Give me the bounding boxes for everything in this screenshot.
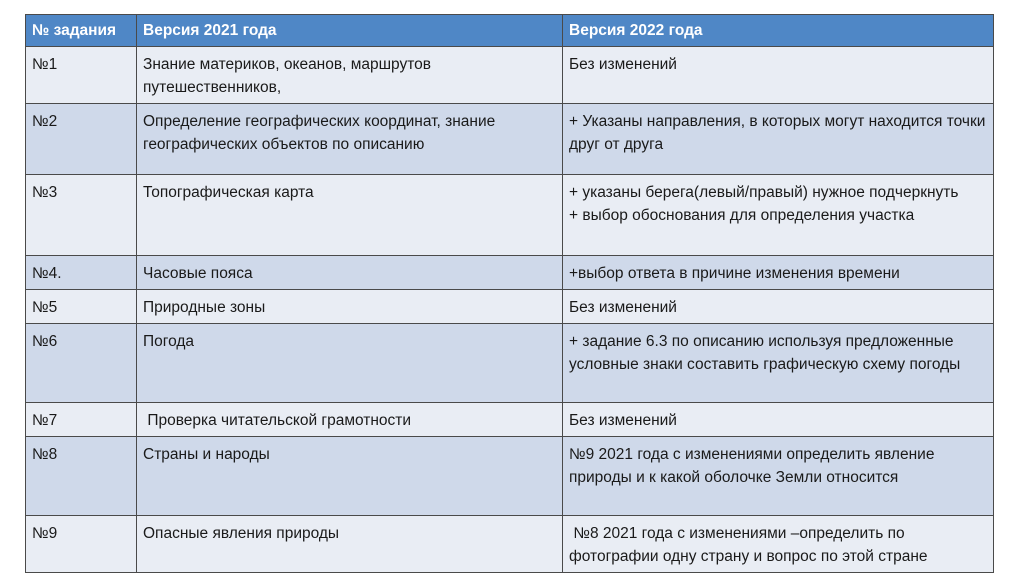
version-2021-cell: Топографическая карта	[137, 175, 563, 256]
table-row	[26, 256, 994, 290]
table-row	[26, 403, 994, 437]
version-2021-cell: Погода	[137, 324, 563, 403]
task-number-cell: №9	[26, 516, 137, 573]
table-row	[26, 516, 994, 573]
header-task-number: № задания	[26, 15, 137, 47]
task-number-cell: №2	[26, 104, 137, 175]
task-number-cell: №1	[26, 47, 137, 104]
table-row	[26, 290, 994, 324]
version-2021-cell: Страны и народы	[137, 437, 563, 516]
version-2022-cell: + Указаны направления, в которых могут находится точки друг от друга	[563, 104, 994, 175]
version-2021-cell: Определение географических координат, знание географических объектов по описанию	[137, 104, 563, 175]
table-row	[26, 437, 994, 516]
table-row	[26, 104, 994, 175]
table-row	[26, 324, 994, 403]
header-version-2022: Версия 2022 года	[563, 15, 994, 47]
header-version-2021: Версия 2021 года	[137, 15, 563, 47]
task-number-cell: №4.	[26, 256, 137, 290]
version-2022-cell: Без изменений	[563, 47, 994, 104]
version-2022-cell: №8 2021 года с изменениями –определить по фотографии одну страну и вопрос по этой стране	[563, 516, 994, 573]
task-number-cell: №6	[26, 324, 137, 403]
version-2022-cell: Без изменений	[563, 290, 994, 324]
version-2022-cell: +выбор ответа в причине изменения времени	[563, 256, 994, 290]
version-2021-cell: Опасные явления природы	[137, 516, 563, 573]
task-number-cell: №3	[26, 175, 137, 256]
version-2022-cell: Без изменений	[563, 403, 994, 437]
table-header-row	[26, 15, 994, 47]
version-2022-cell: + задание 6.3 по описанию используя предложенные условные знаки составить графическую схему погоды	[563, 324, 994, 403]
task-number-cell: №7	[26, 403, 137, 437]
table-row	[26, 175, 994, 256]
version-2022-cell: + указаны берега(левый/правый) нужное подчеркнуть + выбор обоснования для определения участка	[563, 175, 994, 256]
task-number-cell: №5	[26, 290, 137, 324]
version-2021-cell: Природные зоны	[137, 290, 563, 324]
table-row	[26, 47, 994, 104]
version-2022-cell: №9 2021 года с изменениями определить явление природы и к какой оболочке Земли относится	[563, 437, 994, 516]
version-2021-cell: Проверка читательской грамотности	[137, 403, 563, 437]
comparison-table	[25, 14, 994, 573]
version-2021-cell: Часовые пояса	[137, 256, 563, 290]
task-number-cell: №8	[26, 437, 137, 516]
version-2021-cell: Знание материков, океанов, маршрутов путешественников,	[137, 47, 563, 104]
